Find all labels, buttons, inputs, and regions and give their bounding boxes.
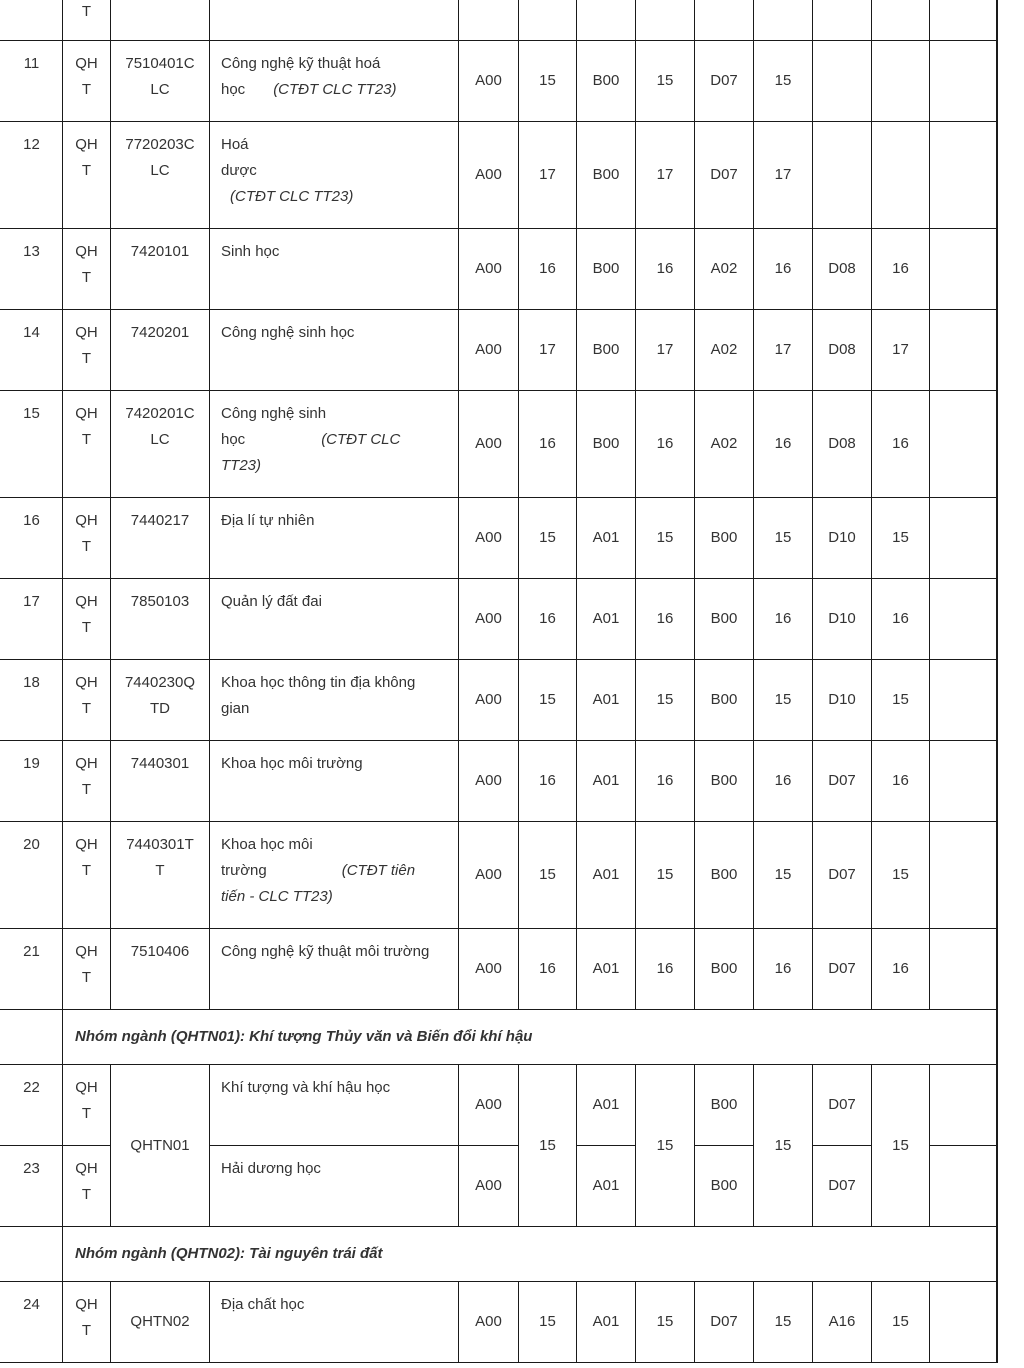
school-code (63, 229, 111, 310)
subject-block: D07 (813, 1146, 872, 1227)
min-score: 16 (636, 229, 695, 310)
major-code-line: 7720203C (125, 136, 195, 153)
major-name-line: Sinh học (221, 243, 280, 260)
subject-block: B00 (577, 391, 636, 498)
subject-block: D10 (813, 498, 872, 579)
major-name (210, 122, 459, 229)
min-score: 15 (872, 660, 930, 741)
min-score: 16 (754, 229, 813, 310)
school-code (63, 741, 111, 822)
min-score: 15 (636, 41, 695, 122)
group-header-row (1, 1227, 997, 1282)
school-code (63, 1146, 111, 1227)
subject-block: B00 (695, 498, 754, 579)
min-score: 16 (636, 579, 695, 660)
table-row (1, 579, 997, 660)
table-row (1, 741, 997, 822)
program-note-cont: tiến - CLC TT23) (221, 888, 333, 905)
major-name-line: Khoa học môi trường (221, 755, 363, 772)
min-score: 15 (754, 1282, 813, 1363)
program-note: (CTĐT tiên (341, 862, 416, 879)
major-code-line: 7440301T (126, 836, 194, 853)
row-number: 23 (1, 1146, 63, 1227)
row-number: 18 (1, 660, 63, 741)
subject-block: D07 (813, 822, 872, 929)
group-number-cell (1, 1010, 63, 1065)
school-code-line: T (81, 862, 92, 879)
school-code (63, 41, 111, 122)
row-number: 20 (1, 822, 63, 929)
subject-block: A02 (695, 229, 754, 310)
subject-block: A01 (577, 822, 636, 929)
min-score: 15 (519, 498, 577, 579)
major-name-line: Hoá (221, 136, 249, 153)
subject-block: A01 (577, 660, 636, 741)
min-score: 15 (872, 498, 930, 579)
group-title: Nhóm ngành (QHTN01): Khí tượng Thủy văn và Biến đổi khí hậu (63, 1010, 997, 1065)
school-code-line: T (81, 1105, 92, 1122)
empty-cell (930, 229, 997, 310)
empty-cell (930, 579, 997, 660)
subject-block: D07 (813, 929, 872, 1010)
subject-block: D07 (695, 41, 754, 122)
min-score: 17 (636, 122, 695, 229)
school-code-line: QH (75, 324, 98, 341)
subject-block: D08 (813, 391, 872, 498)
min-score: 16 (636, 391, 695, 498)
major-code-line: 7440217 (130, 512, 190, 529)
min-score: 15 (754, 498, 813, 579)
major-name: Địa chất học (210, 1282, 459, 1363)
school-code: T (63, 0, 111, 41)
subject-block: B00 (577, 310, 636, 391)
subject-block: A02 (695, 310, 754, 391)
min-score: 15 (754, 41, 813, 122)
subject-block: B00 (695, 1065, 754, 1146)
major-code-line: T (155, 862, 165, 879)
min-score: 16 (519, 741, 577, 822)
school-code (63, 929, 111, 1010)
table-row (1, 498, 997, 579)
subject-block: A00 (459, 741, 519, 822)
major-name (210, 498, 459, 579)
row-number: 14 (1, 310, 63, 391)
school-code-line: QH (75, 836, 98, 853)
school-code-line: QH (75, 512, 98, 529)
major-code-line: 7420101 (130, 243, 190, 260)
row-number: 16 (1, 498, 63, 579)
major-code-line: 7510401C (125, 55, 195, 72)
empty-cell (930, 741, 997, 822)
major-name (210, 579, 459, 660)
empty-cell (930, 122, 997, 229)
major-name (210, 229, 459, 310)
major-name (210, 822, 459, 929)
empty-cell (930, 1282, 997, 1363)
subject-block: D10 (813, 579, 872, 660)
min-score: 15 (519, 1065, 577, 1227)
subject-block: B00 (695, 579, 754, 660)
min-score: 16 (872, 229, 930, 310)
school-code-line: QH (75, 674, 98, 691)
school-code-line: QH (75, 755, 98, 772)
school-code-line: T (81, 269, 92, 286)
min-score (872, 122, 930, 229)
subject-block: D07 (695, 122, 754, 229)
table-row (1, 1282, 997, 1363)
school-code (63, 660, 111, 741)
subject-block: A00 (459, 1146, 519, 1227)
subject-block: B00 (695, 929, 754, 1010)
school-code (63, 1065, 111, 1146)
school-code (63, 310, 111, 391)
min-score: 16 (519, 929, 577, 1010)
subject-block (813, 122, 872, 229)
subject-block: A01 (577, 1146, 636, 1227)
min-score: 16 (872, 579, 930, 660)
min-score: 16 (872, 929, 930, 1010)
min-score: 16 (519, 391, 577, 498)
subject-block: A00 (459, 579, 519, 660)
major-name (210, 310, 459, 391)
min-score: 15 (872, 822, 930, 929)
min-score: 16 (636, 929, 695, 1010)
min-score: 16 (519, 229, 577, 310)
major-code-line: LC (150, 162, 170, 179)
subject-block: A16 (813, 1282, 872, 1363)
school-code-line: QH (75, 405, 98, 422)
school-code (63, 1282, 111, 1363)
school-code-line: QH (75, 1079, 98, 1096)
min-score: 16 (754, 391, 813, 498)
min-score: 15 (754, 660, 813, 741)
min-score: 15 (519, 660, 577, 741)
min-score: 15 (636, 1282, 695, 1363)
min-score: 15 (519, 822, 577, 929)
subject-block: A01 (577, 498, 636, 579)
major-name-line: Công nghệ sinh (221, 405, 327, 422)
major-name-line: dược (221, 162, 257, 179)
row-number: 22 (1, 1065, 63, 1146)
subject-block: B00 (695, 1146, 754, 1227)
major-name-line: Quản lý đất đai (221, 593, 322, 610)
row-number: 24 (1, 1282, 63, 1363)
min-score: 17 (519, 122, 577, 229)
table-row (1, 391, 997, 498)
major-name-line: Công nghệ kỹ thuật môi trường (221, 943, 430, 960)
major-code-line: 7510406 (130, 943, 190, 960)
subject-block: A01 (577, 579, 636, 660)
table-row (1, 310, 997, 391)
min-score: 16 (754, 741, 813, 822)
school-code-line: T (81, 1322, 92, 1339)
empty-cell (930, 822, 997, 929)
table-row (1, 229, 997, 310)
table-row (1, 122, 997, 229)
group-title: Nhóm ngành (QHTN02): Tài nguyên trái đất (63, 1227, 997, 1282)
major-code-line: 7850103 (130, 593, 190, 610)
school-code-line: QH (75, 55, 98, 72)
subject-block: D08 (813, 310, 872, 391)
subject-block: A00 (459, 310, 519, 391)
subject-block: A00 (459, 122, 519, 229)
school-code (63, 822, 111, 929)
major-name (210, 660, 459, 741)
row-number: 12 (1, 122, 63, 229)
major-name-line: Khoa học môi (221, 836, 313, 853)
major-code-line: LC (150, 81, 170, 98)
major-code (111, 741, 210, 822)
major-name-line: Khoa học thông tin địa không (221, 674, 416, 691)
subject-block: A01 (577, 1065, 636, 1146)
min-score (872, 41, 930, 122)
major-name-line: Công nghệ kỹ thuật hoá (221, 55, 381, 72)
major-code-line: 7440301 (130, 755, 190, 772)
subject-block: A01 (577, 741, 636, 822)
subject-block: D07 (813, 1065, 872, 1146)
major-name-line: gian (221, 700, 250, 717)
empty-cell (930, 391, 997, 498)
table-row (1, 929, 997, 1010)
major-code (111, 579, 210, 660)
row-number: 19 (1, 741, 63, 822)
school-code-line: T (81, 431, 92, 448)
subject-block: D08 (813, 229, 872, 310)
table-row (1, 41, 997, 122)
row-number: 21 (1, 929, 63, 1010)
empty-cell (930, 929, 997, 1010)
subject-block: B00 (695, 822, 754, 929)
empty-cell (930, 660, 997, 741)
subject-block: A00 (459, 1065, 519, 1146)
school-code-line: QH (75, 593, 98, 610)
subject-block (813, 41, 872, 122)
school-code-line: T (81, 781, 92, 798)
table-row (1, 822, 997, 929)
subject-block: B00 (577, 41, 636, 122)
major-name (210, 41, 459, 122)
major-code-line: TD (150, 700, 170, 717)
min-score: 17 (872, 310, 930, 391)
min-score: 16 (636, 741, 695, 822)
subject-block: A00 (459, 1282, 519, 1363)
subject-block: A00 (459, 822, 519, 929)
school-code-line: T (81, 969, 92, 986)
major-name (210, 391, 459, 498)
major-name-line: học (CTĐT CLC (221, 431, 401, 448)
empty-cell (930, 1146, 997, 1227)
subject-block: A00 (459, 660, 519, 741)
major-code-line: LC (150, 431, 170, 448)
school-code-line: T (81, 700, 92, 717)
group-number-cell (1, 1227, 63, 1282)
school-code-line: QH (75, 243, 98, 260)
row-number: 15 (1, 391, 63, 498)
row-number: 13 (1, 229, 63, 310)
major-code (111, 391, 210, 498)
program-note: (CTĐT CLC TT23) (273, 81, 397, 98)
major-code (111, 498, 210, 579)
major-name-line: trường (CTĐT tiên (221, 862, 416, 879)
table-row (1, 1065, 997, 1146)
min-score: 15 (519, 41, 577, 122)
min-score: 15 (872, 1065, 930, 1227)
subject-block: A00 (459, 391, 519, 498)
empty-cell (930, 498, 997, 579)
subject-block: A00 (459, 229, 519, 310)
min-score: 15 (636, 660, 695, 741)
major-name: Khí tượng và khí hậu học (210, 1065, 459, 1146)
school-code-line: T (81, 81, 92, 98)
school-code-line: T (81, 619, 92, 636)
school-code-line: QH (75, 136, 98, 153)
table-row (1, 0, 997, 41)
min-score: 16 (872, 391, 930, 498)
school-code-line: T (81, 538, 92, 555)
min-score: 15 (636, 822, 695, 929)
row-number: 11 (1, 41, 63, 122)
school-code-line: T (81, 1186, 92, 1203)
major-code (111, 122, 210, 229)
major-name-line: Công nghệ sinh học (221, 324, 355, 341)
subject-block: B00 (577, 229, 636, 310)
min-score: 17 (754, 122, 813, 229)
subject-block: A02 (695, 391, 754, 498)
min-score: 17 (636, 310, 695, 391)
subject-block: D07 (695, 1282, 754, 1363)
row-number: 17 (1, 579, 63, 660)
major-code (111, 660, 210, 741)
min-score: 16 (872, 741, 930, 822)
subject-block: B00 (577, 122, 636, 229)
empty-cell (930, 41, 997, 122)
major-name (210, 929, 459, 1010)
school-code (63, 579, 111, 660)
school-code-line: T (81, 350, 92, 367)
subject-block: B00 (695, 741, 754, 822)
subject-block: A01 (577, 929, 636, 1010)
school-code-line: QH (75, 943, 98, 960)
group-code: QHTN02 (111, 1282, 210, 1363)
group-code: QHTN01 (111, 1065, 210, 1227)
subject-block: A01 (577, 1282, 636, 1363)
major-code (111, 822, 210, 929)
major-code-line: 7440230Q (124, 674, 196, 691)
program-note: (CTĐT CLC (321, 431, 401, 448)
min-score: 15 (872, 1282, 930, 1363)
major-code (111, 929, 210, 1010)
group-header-row (1, 1010, 997, 1065)
major-code (111, 310, 210, 391)
major-code-line: 7420201C (125, 405, 195, 422)
min-score: 15 (519, 1282, 577, 1363)
school-code (63, 122, 111, 229)
subject-block: D07 (813, 741, 872, 822)
school-code (63, 391, 111, 498)
major-name-line: học (CTĐT CLC TT23) (221, 81, 397, 98)
school-code-line: QH (75, 1160, 98, 1177)
min-score: 15 (754, 1065, 813, 1227)
min-score: 16 (754, 929, 813, 1010)
min-score: 17 (519, 310, 577, 391)
empty-cell (930, 1065, 997, 1146)
program-note: (CTĐT CLC TT23) (230, 188, 354, 205)
major-name: Hải dương học (210, 1146, 459, 1227)
major-code (111, 41, 210, 122)
subject-block: D10 (813, 660, 872, 741)
school-code-line: T (81, 162, 92, 179)
subject-block: A00 (459, 41, 519, 122)
program-note-cont: TT23) (221, 457, 262, 474)
min-score: 15 (636, 498, 695, 579)
major-code (111, 229, 210, 310)
school-code-line: QH (75, 1296, 98, 1313)
min-score: 17 (754, 310, 813, 391)
min-score: 15 (754, 822, 813, 929)
empty-cell (930, 310, 997, 391)
min-score: 16 (519, 579, 577, 660)
major-name-line: Địa lí tự nhiên (221, 512, 315, 529)
school-code (63, 498, 111, 579)
subject-block: A00 (459, 498, 519, 579)
min-score: 15 (636, 1065, 695, 1227)
min-score: 16 (754, 579, 813, 660)
subject-block: B00 (695, 660, 754, 741)
table-row (1, 660, 997, 741)
subject-block: A00 (459, 929, 519, 1010)
major-name (210, 741, 459, 822)
major-code-line: 7420201 (130, 324, 190, 341)
